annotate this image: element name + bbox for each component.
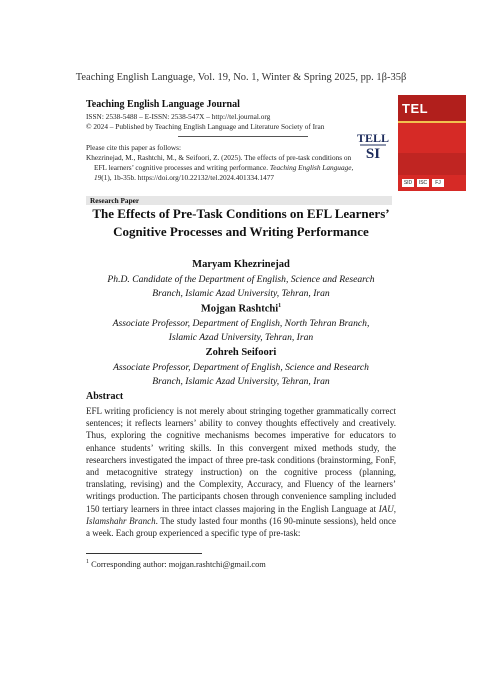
footnote-number: 1 [86,559,89,565]
cover-badge: ISC [418,180,428,186]
author-name: Mojgan Rashtchi$^1$ [200,303,282,315]
journal-issn: ISSN: 2538-5488 – E-ISSN: 2538-547X – http://tel.journal.org [86,112,271,121]
paper-title: The Effects of Pre-Task Conditions on EFL Learners’ Cognitive Processes and Writing Performance [92,206,390,239]
running-header: Teaching English Language, Vol. 19, No. 1, Winter & Spring 2025, pp. 1β-35β [75,72,407,83]
footnote [86,559,266,569]
citation-article: EFL learners’ cognitive processes and writing performance. [94,162,270,172]
citation-line-3 [86,173,392,183]
author-name: Maryam Khezrinejad [192,259,290,270]
logo-bottom-text: SI [365,146,381,162]
journal-cover-image [398,95,466,191]
citation-line-2 [86,163,392,173]
header-divider [178,136,308,137]
author-affiliation: Ph.D. Candidate of the Department of English, Science and Research Branch, Islamic Azad University, Tehran, Iran [107,274,375,299]
cover-badge: SID [403,180,413,186]
abstract-heading: Abstract [86,391,124,402]
abstract-institution: IAU, Islamshahr Branch [86,503,396,526]
citation-line-1: Khezrinejad, M., Rashtchi, M., & Seifoori, Z. (2025). The effects of pre-task conditions on [86,153,352,162]
cover-badge: FJ [432,179,444,187]
citation-text [86,153,392,182]
citation-doi: (1), 1b-35b. https://doi.org/10.22132/tel.2024.401334.1477 [101,172,275,182]
citation-volume: 19 [94,172,102,182]
cover-title: TEL [402,101,429,116]
footnote-marker: 1 [278,303,282,309]
abstract-body: EFL writing proficiency is not merely about stringing together grammatically correct sentences; it reflects learners’ ability to convey thoughts effectively and creatively. Thus, exploring the cognitive mechanisms becomes imperative for educators to enhance students’ writing skills. In this convergent mixed methods study, the researchers investigated the impact of three pre-task conditions (brainstorming, FonF, and metacognitive strategy instruction) on the cognitive process (planning, translating, revising) and the Complexity, Accuracy, and Fluency of the learners’ writings production. The participants chosen through convenience sampling included 150 tertiary learners in three intact classes majoring in the English Language at IAU, Islamshahr Branch. The study lasted four months (16 90-minute sessions), held once a week. Each group experienced a specific type of pre-task: [86,406,396,539]
citation-journal: Teaching English Language, [269,162,354,172]
author-affiliation: Associate Professor, Department of English, Science and Research Branch, Islamic Azad University, Tehran, Iran [113,362,369,387]
author-name: Zohreh Seifoori [205,347,277,358]
author-affiliation: Associate Professor, Department of English, North Tehran Branch, Islamic Azad University, Tehran, Iran [112,318,370,343]
citation-intro: Please cite this paper as follows: [86,143,182,152]
journal-name: Teaching English Language Journal [86,99,240,110]
logo-top-text: TELL [356,131,390,145]
footnote-divider [86,553,202,554]
journal-copyright: © 2024 – Published by Teaching English Language and Literature Society of Iran [86,122,325,131]
tell-logo [356,128,390,162]
footnote-text: Corresponding author: mojgan.rashtchi@gmail.com [89,559,266,569]
article-type: Research Paper [90,196,140,205]
